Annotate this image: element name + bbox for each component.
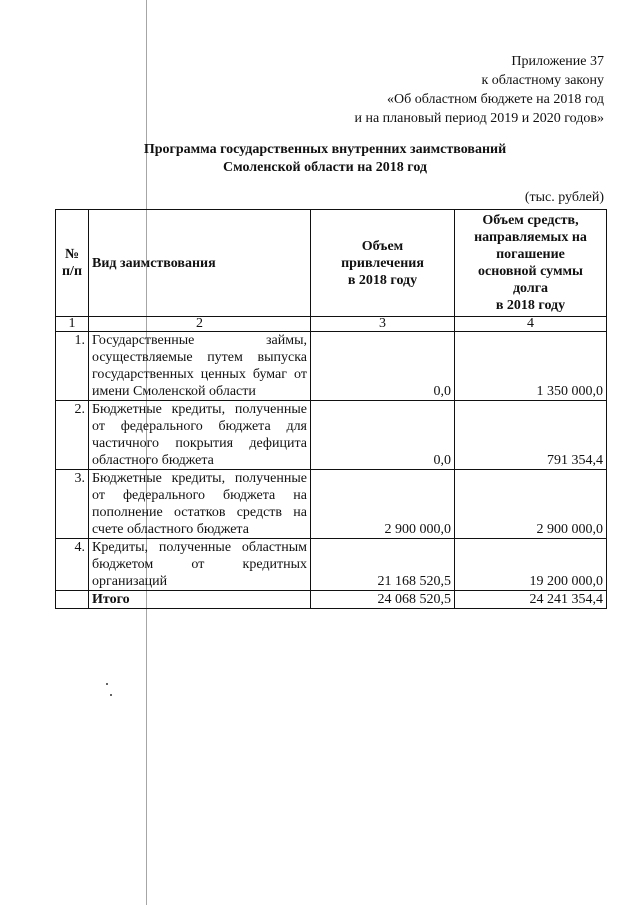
header-text: Объем средств, xyxy=(482,213,579,228)
header-text: в 2018 году xyxy=(495,298,566,313)
row-number: 4. xyxy=(56,539,89,591)
table-row xyxy=(56,539,607,591)
repay-amount: 791 354,4 xyxy=(455,401,607,470)
appendix-line: «Об областном бюджете на 2018 год xyxy=(387,92,604,107)
table-header-row xyxy=(56,210,607,317)
borrowings-table xyxy=(55,209,607,609)
total-row xyxy=(56,591,607,609)
repay-amount: 19 200 000,0 xyxy=(455,539,607,591)
header-text: направляемых на xyxy=(474,230,587,245)
column-index: 1 xyxy=(56,317,89,332)
header-num xyxy=(56,210,89,317)
attract-amount: 0,0 xyxy=(311,332,455,401)
header-attract xyxy=(311,210,455,317)
row-number: 3. xyxy=(56,470,89,539)
table-row xyxy=(56,401,607,470)
attract-amount: 2 900 000,0 xyxy=(311,470,455,539)
header-text: погашение xyxy=(496,247,565,262)
header-text: долга xyxy=(512,281,549,296)
row-number: 1. xyxy=(56,332,89,401)
total-label: Итого xyxy=(89,591,311,609)
total-attract: 24 068 520,5 xyxy=(311,591,455,609)
document-title xyxy=(90,141,560,177)
scan-speck xyxy=(110,694,112,696)
header-text: в 2018 году xyxy=(347,272,418,288)
column-index-row xyxy=(56,317,607,332)
repay-amount: 1 350 000,0 xyxy=(455,332,607,401)
scan-speck xyxy=(106,683,108,685)
borrowing-type: Государственные займы, осуществляемые путем выпуска государственных ценных бумаг от имени Смоленской области xyxy=(89,332,311,401)
column-index: 4 xyxy=(455,317,607,332)
title-line: Программа государственных внутренних заимствований xyxy=(143,142,507,157)
table-row xyxy=(56,332,607,401)
total-num-cell xyxy=(56,591,89,609)
repay-amount: 2 900 000,0 xyxy=(455,470,607,539)
header-text: основной суммы xyxy=(478,264,583,279)
table-row xyxy=(56,470,607,539)
header-text: № xyxy=(64,247,80,262)
header-text: п/п xyxy=(61,264,83,279)
title-line: Смоленской области на 2018 год xyxy=(223,160,427,175)
attract-amount: 21 168 520,5 xyxy=(311,539,455,591)
borrowing-type: Бюджетные кредиты, полученные от федерального бюджета для частичного покрытия дефицита областного бюджета xyxy=(89,401,311,470)
total-repay: 24 241 354,4 xyxy=(455,591,607,609)
appendix-line: и на плановый период 2019 и 2020 годов» xyxy=(354,111,604,126)
borrowing-type: Бюджетные кредиты, полученные от федерального бюджета на пополнение остатков средств на счете областного бюджета xyxy=(89,470,311,539)
units-note: (тыс. рублей) xyxy=(524,190,604,205)
header-type: Вид заимствования xyxy=(89,210,311,317)
borrowing-type: Кредиты, полученные областным бюджетом от кредитных организаций xyxy=(89,539,311,591)
attract-amount: 0,0 xyxy=(311,401,455,470)
appendix-header xyxy=(354,52,604,128)
row-number: 2. xyxy=(56,401,89,470)
header-text: привлечения xyxy=(341,255,424,271)
header-text: Объем xyxy=(361,238,404,254)
appendix-line: Приложение 37 xyxy=(511,54,604,69)
column-index: 3 xyxy=(311,317,455,332)
column-index: 2 xyxy=(89,317,311,332)
appendix-line: к областному закону xyxy=(481,73,604,88)
header-repay xyxy=(455,210,607,317)
